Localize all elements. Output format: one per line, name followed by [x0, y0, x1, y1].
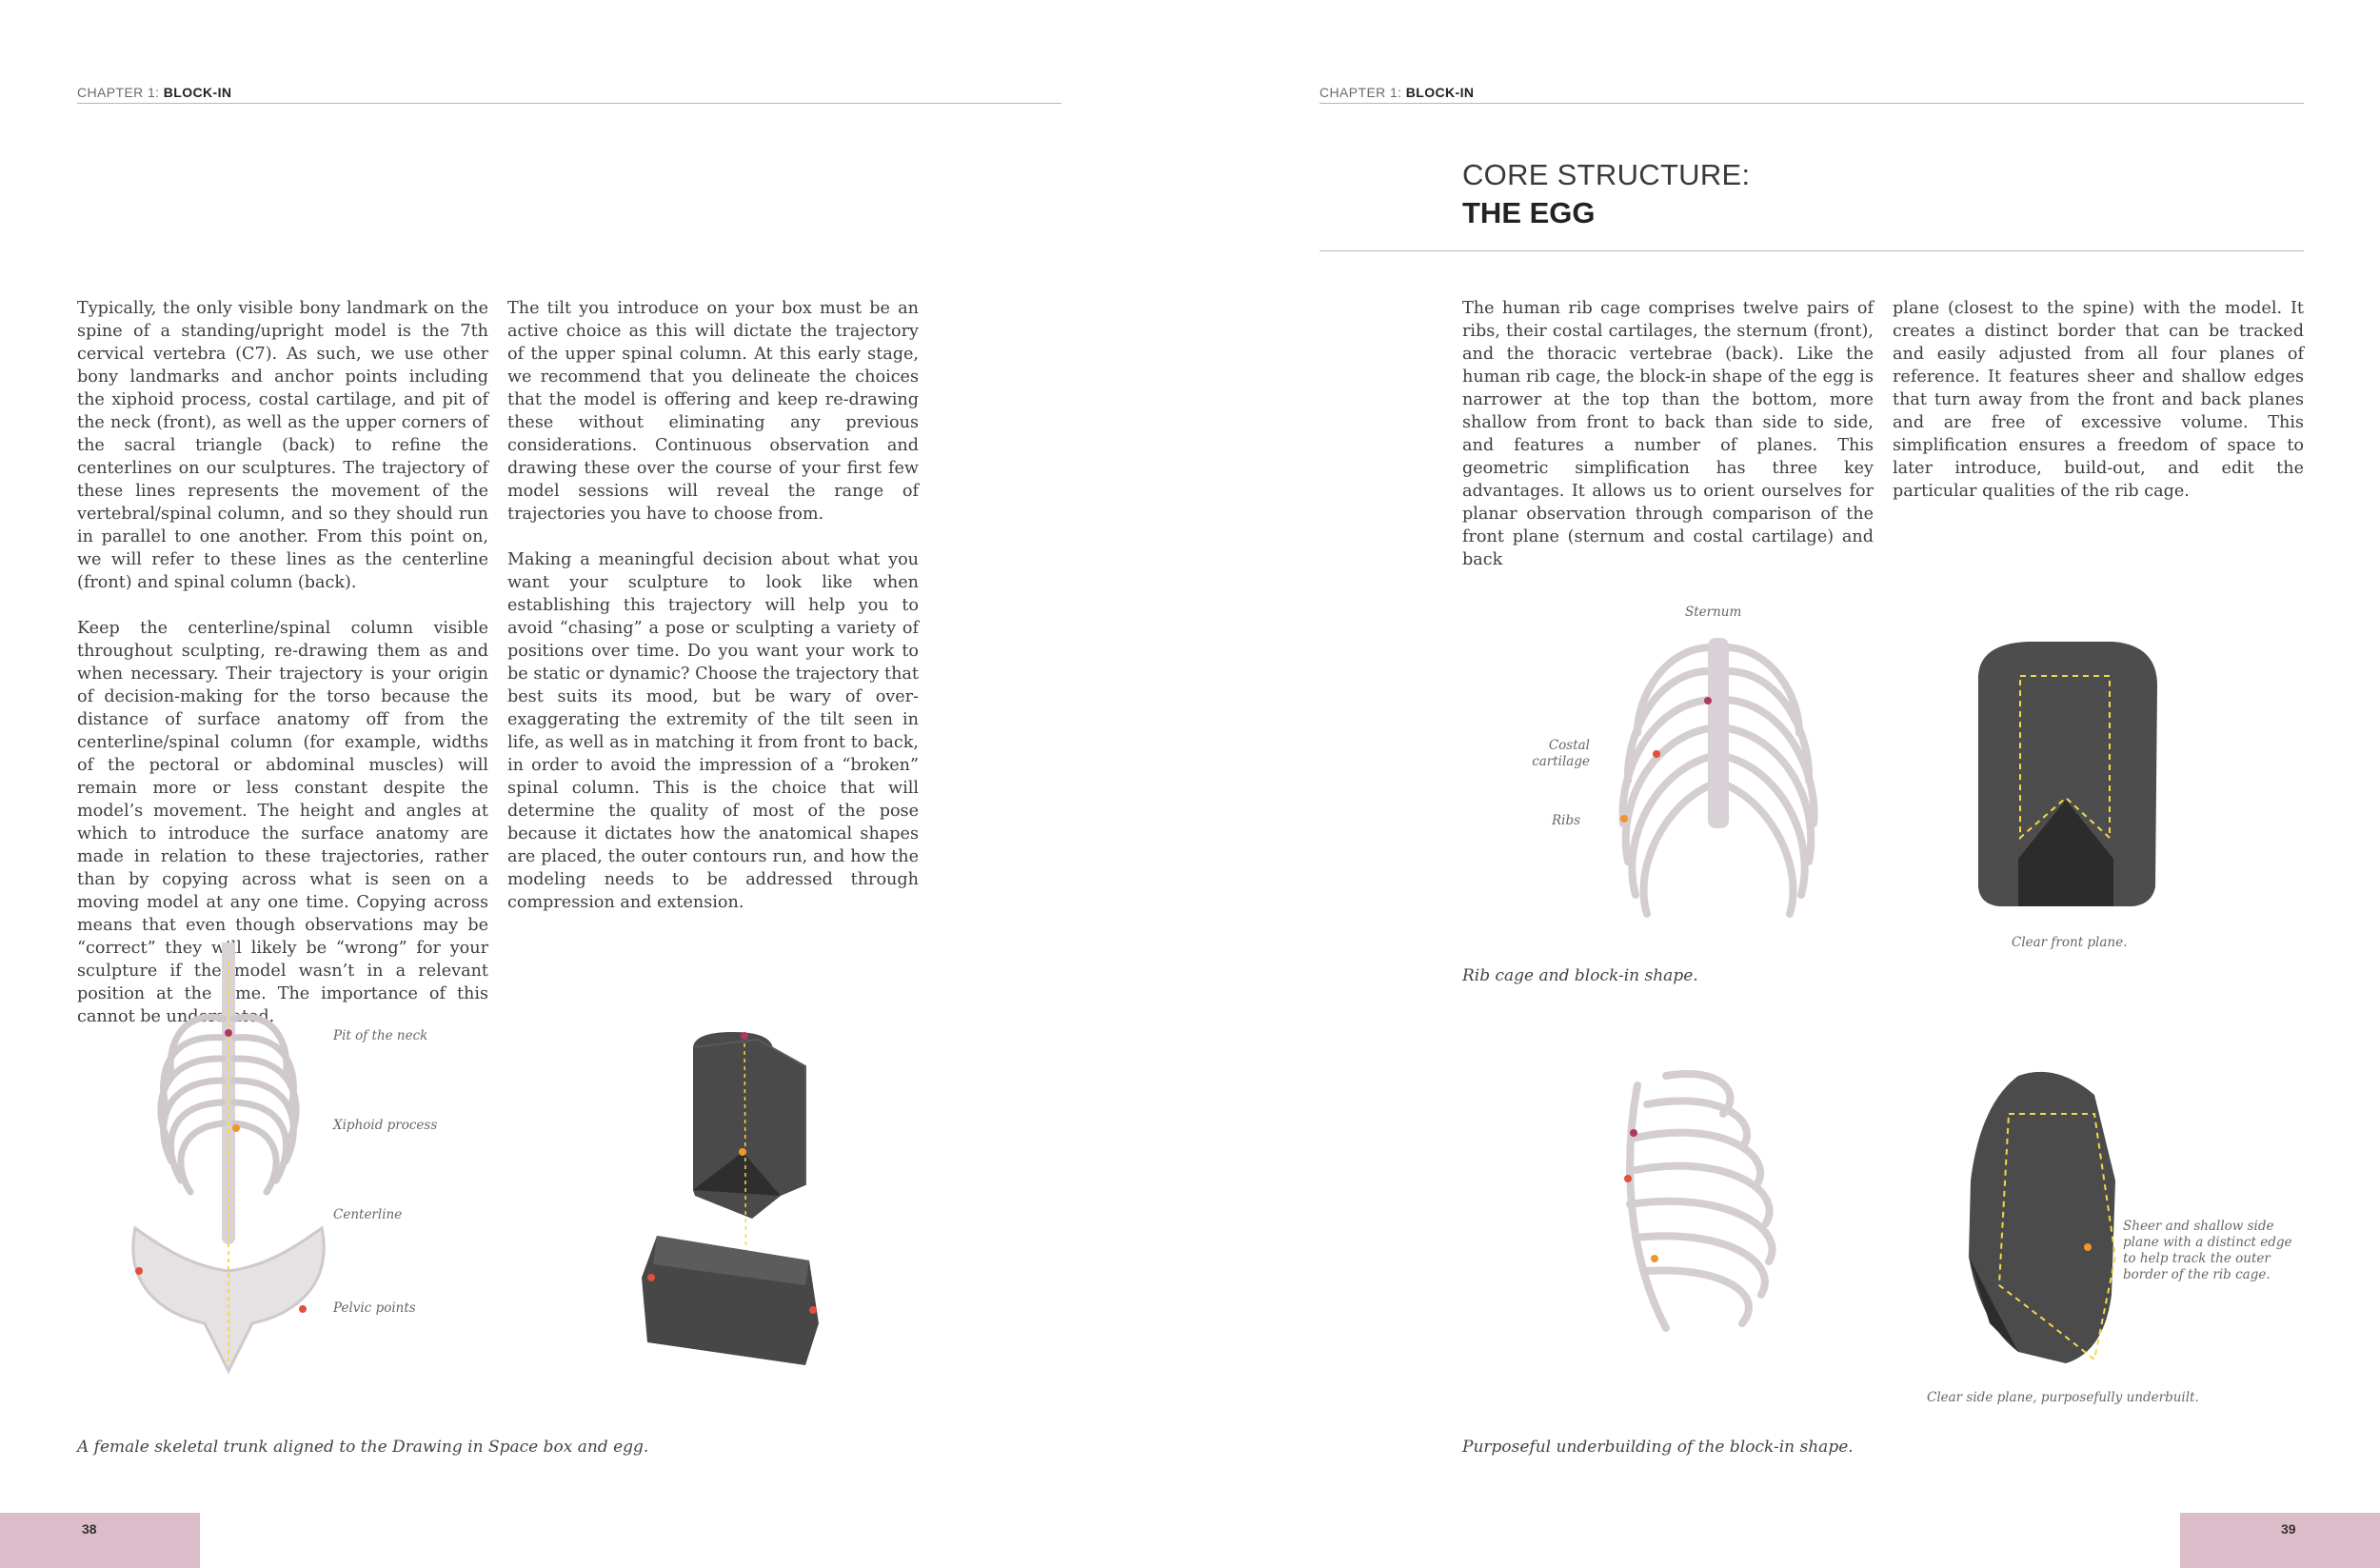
right-column-2	[1893, 297, 2304, 526]
label-centerline: Centerline	[333, 1207, 403, 1222]
left-col1-paragraph: Keep the centerline/spinal column visible throughout sculpting, re-drawing them as and when necessary. Their trajectory is your origin of decision-making for the torso because the distance of surface anatomy off from the centerline/spinal column (for example, widths of the pectoral or abdominal muscles) will remain more or less constant despite the model’s movement. The height and angles at which to introduce the surface anatomy are made in relation to these trajectories, rather than by copying across what is seen on a moving model at any one time. Copying across means that even though observations may be “correct” they will likely be “wrong” for your sculpture if the model wasn’t in a relevant position at the time. The importance of this cannot be understated.	[77, 619, 488, 1026]
label-xiphoid-process: Xiphoid process	[333, 1118, 438, 1133]
egg-front-illustration	[1971, 638, 2161, 914]
right-header-prefix: CHAPTER 1:	[1319, 85, 1406, 100]
rib-cage-front-illustration	[1609, 628, 1828, 923]
left-header-bold: BLOCK-IN	[163, 85, 232, 100]
section-title-line-2: THE EGG	[1462, 196, 1596, 229]
left-running-header	[77, 85, 231, 100]
left-header-prefix: CHAPTER 1:	[77, 85, 164, 100]
label-sheer-shallow-side-plane: Sheer and shallow side plane with a distinct edge to help track the outer border of the rib cage.	[2123, 1219, 2292, 1282]
rib-cage-side-illustration	[1609, 1057, 1790, 1342]
left-col2-paragraph: Making a meaningful decision about what you want your sculpture to look like when establishing this trajectory will help you to avoid “chasing” a pose or sculpting a variety of positions over time. Do you want your work to be static or dynamic? Choose the trajectory that best suits its mood, but be wary of over-exaggerating the extremity of the tilt seen in life, as well as in matching it from front to back, in order to avoid the impression of a “broken” spinal column. This is the choice that will determine the quality of most of the pose because it dictates how the anatomical shapes are placed, the outer contours run, and how the modeling needs to be addressed through compression and extension.	[507, 550, 919, 912]
egg-side-illustration	[1961, 1066, 2123, 1371]
label-clear-front-plane: Clear front plane.	[2012, 935, 2128, 950]
left-page-number: 38	[82, 1521, 97, 1537]
label-ribs: Ribs	[1552, 813, 1581, 828]
left-column-2	[507, 297, 919, 937]
right-running-header	[1319, 85, 1474, 100]
skeleton-trunk-illustration	[124, 943, 333, 1380]
left-figure-caption: A female skeletal trunk aligned to the Drawing in Space box and egg.	[77, 1438, 649, 1457]
label-costal-cartilage: Costal cartilage	[1532, 738, 1590, 769]
right-figure-caption-top: Rib cage and block-in shape.	[1462, 966, 1698, 985]
section-title-line-1: CORE STRUCTURE:	[1462, 158, 1751, 191]
left-header-rule	[77, 103, 1061, 104]
right-footer-bar	[2180, 1513, 2380, 1568]
right-header-rule	[1319, 103, 2304, 104]
left-col1-paragraph: Typically, the only visible bony landmark on the spine of a standing/upright model is the 7th cervical vertebra (C7). As such, we use other bony landmarks and anchor points including the xiphoid process, costal cartilage, and pit of the neck (front), as well as the upper corners of the sacral triangle (back) to refine the centerlines on our sculptures. The trajectory of these lines represents the movement of the vertebral/spinal column, and so they should run in parallel to one another. From this point on, we will refer to these lines as the centerline (front) and spinal column (back).	[77, 299, 488, 592]
right-column-1	[1462, 297, 1874, 594]
label-sternum: Sternum	[1685, 605, 1742, 620]
clay-egg-and-box-illustration	[638, 1028, 819, 1380]
label-clear-side-plane: Clear side plane, purposefully underbuilt.	[1927, 1390, 2199, 1405]
title-rule	[1319, 250, 2304, 251]
label-pit-of-neck: Pit of the neck	[333, 1028, 428, 1043]
right-figure-caption-bottom: Purposeful underbuilding of the block-in shape.	[1462, 1438, 1854, 1457]
right-col1-paragraph: The human rib cage comprises twelve pairs of ribs, their costal cartilages, the sternum (front), and the thoracic vertebrae (back). Like the human rib cage, the block-in shape of the egg is narrower at the top than the bottom, more shallow from front to back than side to side, and features a number of planes. This geometric simplification has three key advantages. It allows us to orient ourselves for planar observation through comparison of the front plane (sternum and costal cartilage) and back	[1462, 299, 1874, 569]
label-pelvic-points: Pelvic points	[333, 1300, 416, 1316]
left-col2-paragraph: The tilt you introduce on your box must be an active choice as this will dictate the trajectory of the upper spinal column. At this early stage, we recommend that you delineate the choices that the model is offering and keep re-drawing these without eliminating any previous considerations. Continuous observation and drawing these over the course of your first few model sessions will reveal the range of trajectories you have to choose from.	[507, 299, 919, 524]
right-header-bold: BLOCK-IN	[1405, 85, 1475, 100]
right-page-number: 39	[2281, 1521, 2296, 1537]
left-footer-bar	[0, 1513, 200, 1568]
left-column-1	[77, 297, 488, 1051]
right-col2-paragraph: plane (closest to the spine) with the model. It creates a distinct border that can be tracked and easily adjusted from all four planes of reference. It features sheer and shallow edges that turn away from the front and back planes and are free of excessive volume. This simplification ensures a freedom of space to later introduce, build-out, and edit the particular qualities of the rib cage.	[1893, 299, 2304, 501]
